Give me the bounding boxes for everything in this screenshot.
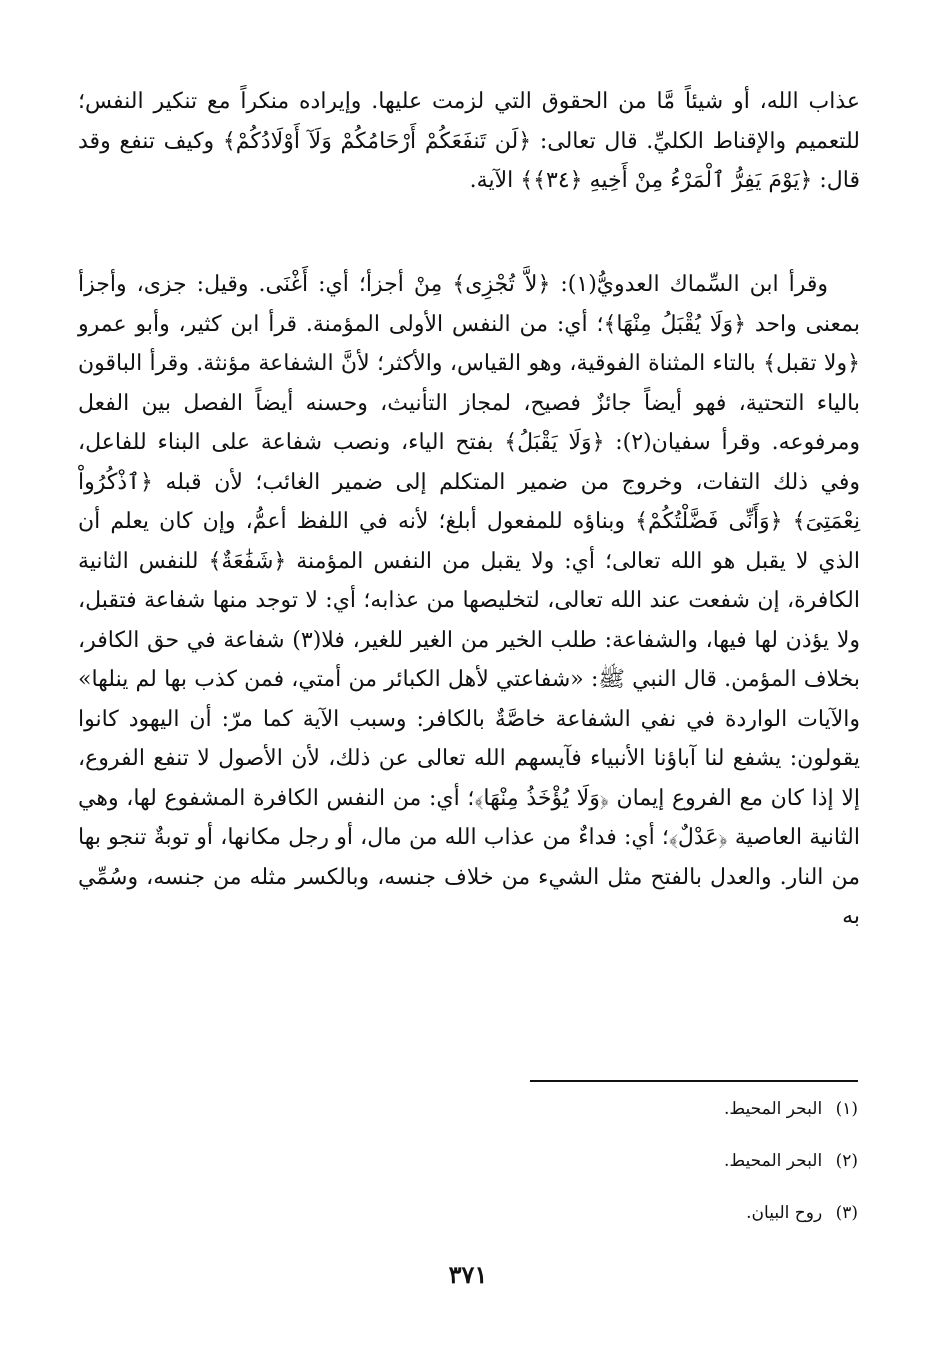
footnote-number: (١)	[835, 1099, 858, 1119]
paragraph-2: وقرأ ابن السِّماك العدويُّ(١): ﴿لاَّ تُجْزِى﴾ مِنْ أجزأ؛ أي: أَغْنَى. وقيل: جزى، وأجزأ بمعنى واحد ﴿وَلَا يُقْبَلُ مِنْهَا﴾؛ أي: من النفس الأولى المؤمنة. قرأ ابن كثير، وأبو عمرو ﴿ولا تقبل﴾ بالتاء المثناة الفوقية، وهو القياس، والأكثر؛ لأنَّ الشفاعة مؤنثة. وقرأ الباقون بالياء التحتية، فهو أيضاً جائزٌ فصيح، لمجاز التأنيث، وحسنه أيضاً الفصل بين الفعل ومرفوعه. وقرأ سفيان(٢): ﴿وَلَا يَقْبَلُ﴾ بفتح الياء، ونصب شفاعة على البناء للفاعل، وفي ذلك التفات، وخروج من ضمير المتكلم إلى ضمير الغائب؛ لأن قبله ﴿ٱذْكُرُواْ نِعْمَتِىَ﴾ ﴿وَأَنِّى فَضَّلْتُكُمْ﴾ وبناؤه للمفعول أبلغ؛ لأنه في اللفظ أعمُّ، وإن كان يعلم أن الذي لا يقبل هو الله تعالى؛ أي: ولا يقبل من النفس المؤمنة ﴿شَفَٰعَةٌ﴾ للنفس الثانية الكافرة، إن شفعت عند الله تعالى، لتخليصها من عذابه؛ أي: لا توجد منها شفاعة فتقبل، ولا يؤذن لها فيها، والشفاعة: طلب الخير من الغير للغير، فلا(٣) شفاعة في حق الكافر، بخلاف المؤمن. قال النبي ﷺ: «شفاعتي لأهل الكبائر من أمتي، فمن كذب بها لم ينلها» والآيات الواردة في نفي الشفاعة خاصَّةٌ بالكافر: وسبب الآية كما مرّ: أن اليهود كانوا يقولون: يشفع لنا آباؤنا الأنبياء فآيسهم الله تعالى عن ذلك، لأن الأصول لا تنفع الفروع، إلا إذا كان مع الفروع إيمان ﴿وَلَا يُؤْخَذُ مِنْهَا﴾؛ أي: من النفس الكافرة المشفوع لها، وهي الثانية العاصية ﴿عَدْلٌ﴾؛ أي: فداءٌ من عذاب الله من مال، أو رجل مكانها، أو توبةٌ تنجو بها من النار. والعدل بالفتح مثل الشيء من خلاف جنسه، وبالكسر مثله من جنسه، وسُمِّي به	[78, 272, 860, 929]
footnote-text: البحر المحيط.	[724, 1151, 823, 1171]
footnote-text: روح البيان.	[746, 1203, 823, 1223]
footnote-text: البحر المحيط.	[724, 1099, 823, 1119]
footnote-1	[458, 1096, 858, 1148]
footnote-separator	[530, 1080, 858, 1082]
footnote-number: (٣)	[835, 1203, 858, 1223]
paragraph-1: عذاب الله، أو شيئاً مَّا من الحقوق التي لزمت عليها. وإيراده منكراً مع تنكير النفس؛ للتعميم والإقناط الكليِّ. قال تعالى: ﴿لَن تَنفَعَكُمْ أَرْحَامُكُمْ وَلَآ أَوْلَادُكُمْ﴾ وكيف تنفع وقد قال: ﴿يَوْمَ يَفِرُّ ٱلْمَرْءُ مِنْ أَخِيهِ ﴿٣٤﴾﴾ الآية.	[78, 89, 860, 193]
page-number: ٣٧١	[448, 1260, 488, 1289]
footnote-3	[458, 1200, 858, 1252]
footnote-2	[458, 1148, 858, 1200]
footnote-number: (٢)	[835, 1151, 858, 1171]
footnotes	[458, 1096, 858, 1252]
